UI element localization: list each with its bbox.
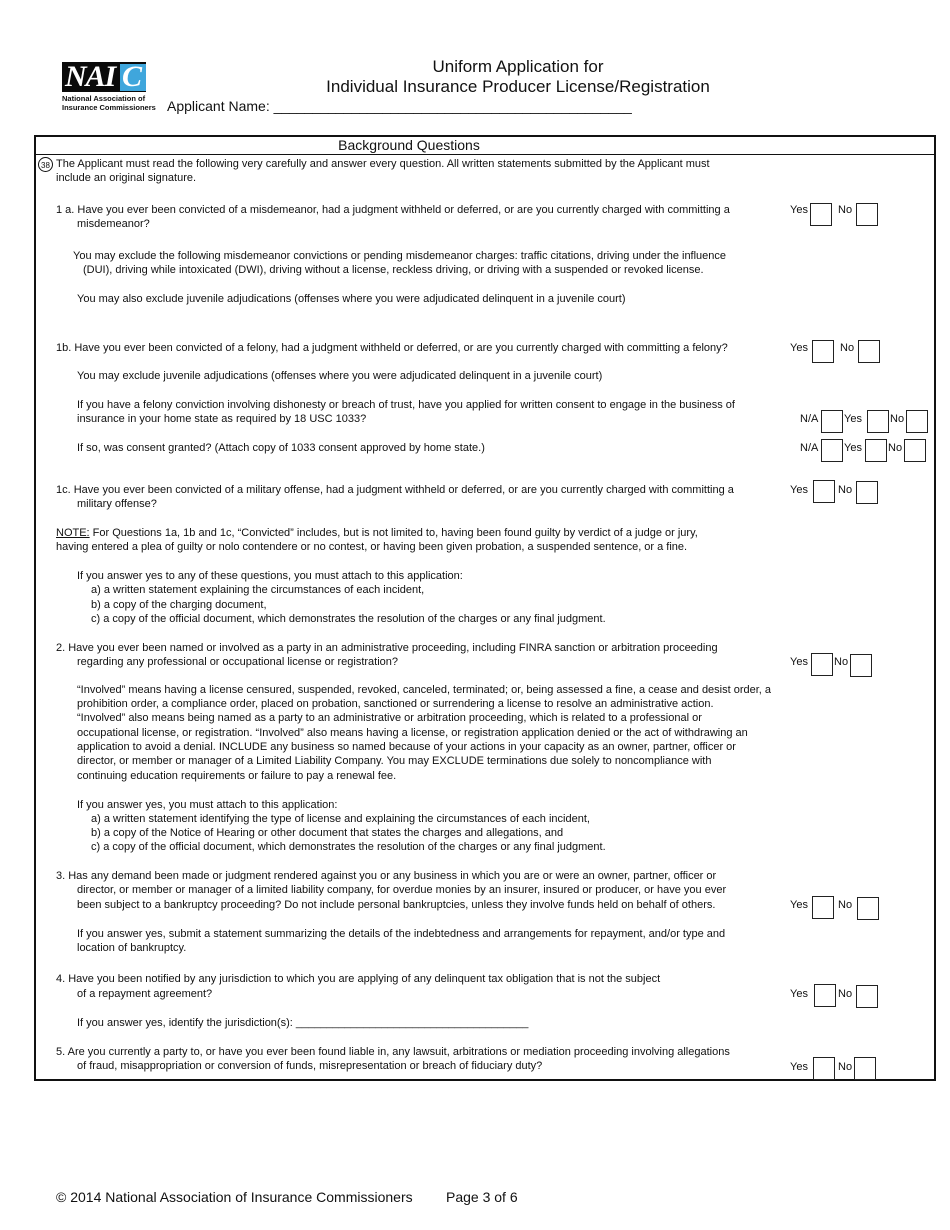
q1c-note-line1: [56, 526, 698, 541]
q3-yes-checkbox[interactable]: [812, 896, 834, 919]
logo-subtitle-line2: Insurance Commissioners: [62, 102, 156, 112]
q2-attach: If you answer yes, you must attach to this application:: [77, 799, 338, 811]
q1c-attach-b: b) a copy of the charging document,: [91, 599, 267, 611]
q2-def-line6: director, or member or manager of a Limited Liability Company. You may EXCLUDE terminations due solely to noncompliance with: [77, 755, 712, 767]
q2-attach-a: a) a written statement identifying the type of license and explaining the circumstances of each incident,: [91, 813, 590, 825]
q1b-consent-yes-checkbox[interactable]: [865, 439, 887, 462]
q1b-felony-line1: If you have a felony conviction involving dishonesty or breach of trust, have you applied for written consent to engage in the business of: [77, 399, 735, 411]
q1c-yes-label: Yes: [790, 484, 808, 496]
q5-line2: of fraud, misappropriation or conversion of funds, misrepresentation or breach of fiduciary duty?: [77, 1060, 543, 1072]
q3-yes-label: Yes: [790, 899, 808, 911]
q2-no-label: No: [834, 656, 849, 668]
q2-def-line4: occupational license, or registration. “Involved” also means having a license, or registration application denied or the act of withdrawing an: [77, 727, 748, 739]
logo-subtitle-line1: National Association of: [62, 94, 146, 103]
section-header-divider: [34, 154, 936, 155]
q2-def-line7: continuing education requirements or failure to pay a renewal fee.: [77, 770, 397, 782]
q5-line1: 5. Are you currently a party to, or have you ever been found liable in, any lawsuit, arbitrations or mediation proceeding involving allegations: [56, 1046, 730, 1058]
q1c-no-checkbox[interactable]: [856, 481, 878, 504]
q1b-consent-na-label: N/A: [800, 442, 819, 454]
q1c-attach-a: a) a written statement explaining the circumstances of each incident,: [91, 584, 425, 596]
q1b-consent: If so, was consent granted? (Attach copy of 1033 consent approved by home state.): [77, 442, 485, 454]
q4-line1: 4. Have you been notified by any jurisdiction to which you are applying of any delinquent tax obligation that is not the subject: [56, 973, 661, 985]
intro-line1: The Applicant must read the following very carefully and answer every question. All written statements submitted by the Applicant must: [56, 158, 710, 170]
q3-line3: been subject to a bankruptcy proceeding? Do not include personal bankruptcies, unless they involve funds held on behalf of others.: [77, 899, 716, 911]
q3-statement-line2: location of bankruptcy.: [77, 942, 187, 954]
q1b-no-checkbox[interactable]: [858, 340, 880, 363]
q1a-exclude-line1: You may exclude the following misdemeanor convictions or pending misdemeanor charges: traffic citations, driving under the influence: [73, 250, 727, 262]
q1b-felony-na-label: N/A: [800, 413, 819, 425]
q4-yes-label: Yes: [790, 988, 808, 1000]
q4-jurisdiction-field[interactable]: If you answer yes, identify the jurisdiction(s): ______________________________________: [77, 1017, 529, 1029]
q1b-felony-na-checkbox[interactable]: [821, 410, 843, 433]
q1b-consent-no-label: No: [888, 442, 903, 454]
item-number-badge: 38: [38, 157, 53, 172]
q1a-no-label: No: [838, 204, 853, 216]
q2-yes-checkbox[interactable]: [811, 653, 833, 676]
q1a-juvenile: You may also exclude juvenile adjudications (offenses where you were adjudicated delinquent in a juvenile court): [77, 293, 626, 305]
q1c-line2: military offense?: [77, 498, 157, 510]
q1b-felony-yes-checkbox[interactable]: [867, 410, 889, 433]
q3-no-checkbox[interactable]: [857, 897, 879, 920]
q2-yes-label: Yes: [790, 656, 808, 668]
note-text: For Questions 1a, 1b and 1c, “Convicted” includes, but is not limited to, having been found guilty by verdict of a judge or jury,: [89, 527, 698, 539]
q1b-felony-yes-label: Yes: [844, 413, 862, 425]
q2-no-checkbox[interactable]: [850, 654, 872, 677]
q1b-felony-no-label: No: [890, 413, 905, 425]
q2-line1: 2. Have you ever been named or involved as a party in an administrative proceeding, including FINRA sanction or arbitration proceeding: [56, 642, 718, 654]
q1c-attach: If you answer yes to any of these questions, you must attach to this application:: [77, 570, 463, 582]
q1c-line1: 1c. Have you ever been convicted of a military offense, had a judgment withheld or deferred, or are you currently charged with committing a: [56, 484, 734, 496]
q5-no-label: No: [838, 1061, 853, 1073]
q2-attach-b: b) a copy of the Notice of Hearing or other document that states the charges and allegations, and: [91, 827, 564, 839]
q1b-yes-label: Yes: [790, 342, 808, 354]
q1c-note-line2: having entered a plea of guilty or nolo contendere or no contest, or having been given probation, a suspended sentence, or a fine.: [56, 541, 688, 553]
note-label: NOTE:: [56, 527, 90, 539]
q2-def-line5: application to avoid a denial. INCLUDE any business so named because of your actions in your capacity as an owner, partner, officer or: [77, 741, 736, 753]
q5-yes-label: Yes: [790, 1061, 808, 1073]
logo-text: NAI: [65, 60, 116, 93]
logo-c-letter: C: [122, 60, 143, 93]
form-title-line1: Uniform Application for: [432, 57, 604, 76]
q4-no-checkbox[interactable]: [856, 985, 878, 1008]
q1a-no-checkbox[interactable]: [856, 203, 878, 226]
q3-line2: director, or member or manager of a limited liability company, for overdue monies by an insurer, insured or producer, or have you ever: [77, 884, 727, 896]
q5-no-checkbox[interactable]: [854, 1057, 876, 1080]
q1b-felony-line2: insurance in your home state as required by 18 USC 1033?: [77, 413, 367, 425]
q1b-no-label: No: [840, 342, 855, 354]
q2-def-line3: “Involved” also means being named as a party to an administrative or arbitration proceeding, which is related to a professional or: [77, 712, 702, 724]
form-title-line2: Individual Insurance Producer License/Registration: [326, 77, 710, 96]
q1a-line2: misdemeanor?: [77, 218, 150, 230]
q2-line2: regarding any professional or occupational license or registration?: [77, 656, 399, 668]
q3-line1: 3. Has any demand been made or judgment rendered against you or any business in which you are or were an owner, partner, officer or: [56, 870, 717, 882]
q1c-attach-c: c) a copy of the official document, which demonstrates the resolution of the charges or any final judgment.: [91, 613, 606, 625]
q1a-yes-checkbox[interactable]: [810, 203, 832, 226]
q4-no-label: No: [838, 988, 853, 1000]
q1b-consent-yes-label: Yes: [844, 442, 862, 454]
footer-page-number: Page 3 of 6: [446, 1189, 518, 1205]
q1c-yes-checkbox[interactable]: [813, 480, 835, 503]
q2-def-line2: prohibition order, a compliance order, placed on probation, sanctioned or surrendering a license to resolve an administrative action.: [77, 698, 714, 710]
q1c-no-label: No: [838, 484, 853, 496]
q4-line2: of a repayment agreement?: [77, 988, 213, 1000]
q1a-yes-label: Yes: [790, 204, 808, 216]
logo-subtitle: [62, 95, 156, 112]
q5-yes-checkbox[interactable]: [813, 1057, 835, 1080]
applicant-name-field[interactable]: Applicant Name: ______________________________________________: [167, 98, 632, 114]
q1a-exclude-line2: (DUI), driving while intoxicated (DWI), driving without a license, reckless driving, or driving with a suspended or revoked license.: [83, 264, 704, 276]
q1b-felony-no-checkbox[interactable]: [906, 410, 928, 433]
q4-yes-checkbox[interactable]: [814, 984, 836, 1007]
footer-copyright: © 2014 National Association of Insurance Commissioners: [56, 1189, 413, 1205]
q1b-line1: 1b. Have you ever been convicted of a felony, had a judgment withheld or deferred, or are you currently charged with committing a felony?: [56, 342, 728, 354]
q1a-line1: 1 a. Have you ever been convicted of a misdemeanor, had a judgment withheld or deferred, or are you currently charged with committing a: [56, 204, 730, 216]
section-title: Background Questions: [338, 137, 480, 153]
q3-no-label: No: [838, 899, 853, 911]
q2-attach-c: c) a copy of the official document, which demonstrates the resolution of the charges or any final judgment.: [91, 841, 606, 853]
intro-line2: include an original signature.: [56, 172, 197, 184]
q1b-yes-checkbox[interactable]: [812, 340, 834, 363]
q1b-juvenile: You may exclude juvenile adjudications (offenses where you were adjudicated delinquent in a juvenile court): [77, 370, 603, 382]
q3-statement-line1: If you answer yes, submit a statement summarizing the details of the indebtedness and arrangements for repayment, and/or type and: [77, 928, 726, 940]
q1b-consent-na-checkbox[interactable]: [821, 439, 843, 462]
q1b-consent-no-checkbox[interactable]: [904, 439, 926, 462]
q2-def-line1: “Involved” means having a license censured, suspended, revoked, canceled, terminated; or, being assessed a fine, a cease and desist order, a: [77, 684, 772, 696]
